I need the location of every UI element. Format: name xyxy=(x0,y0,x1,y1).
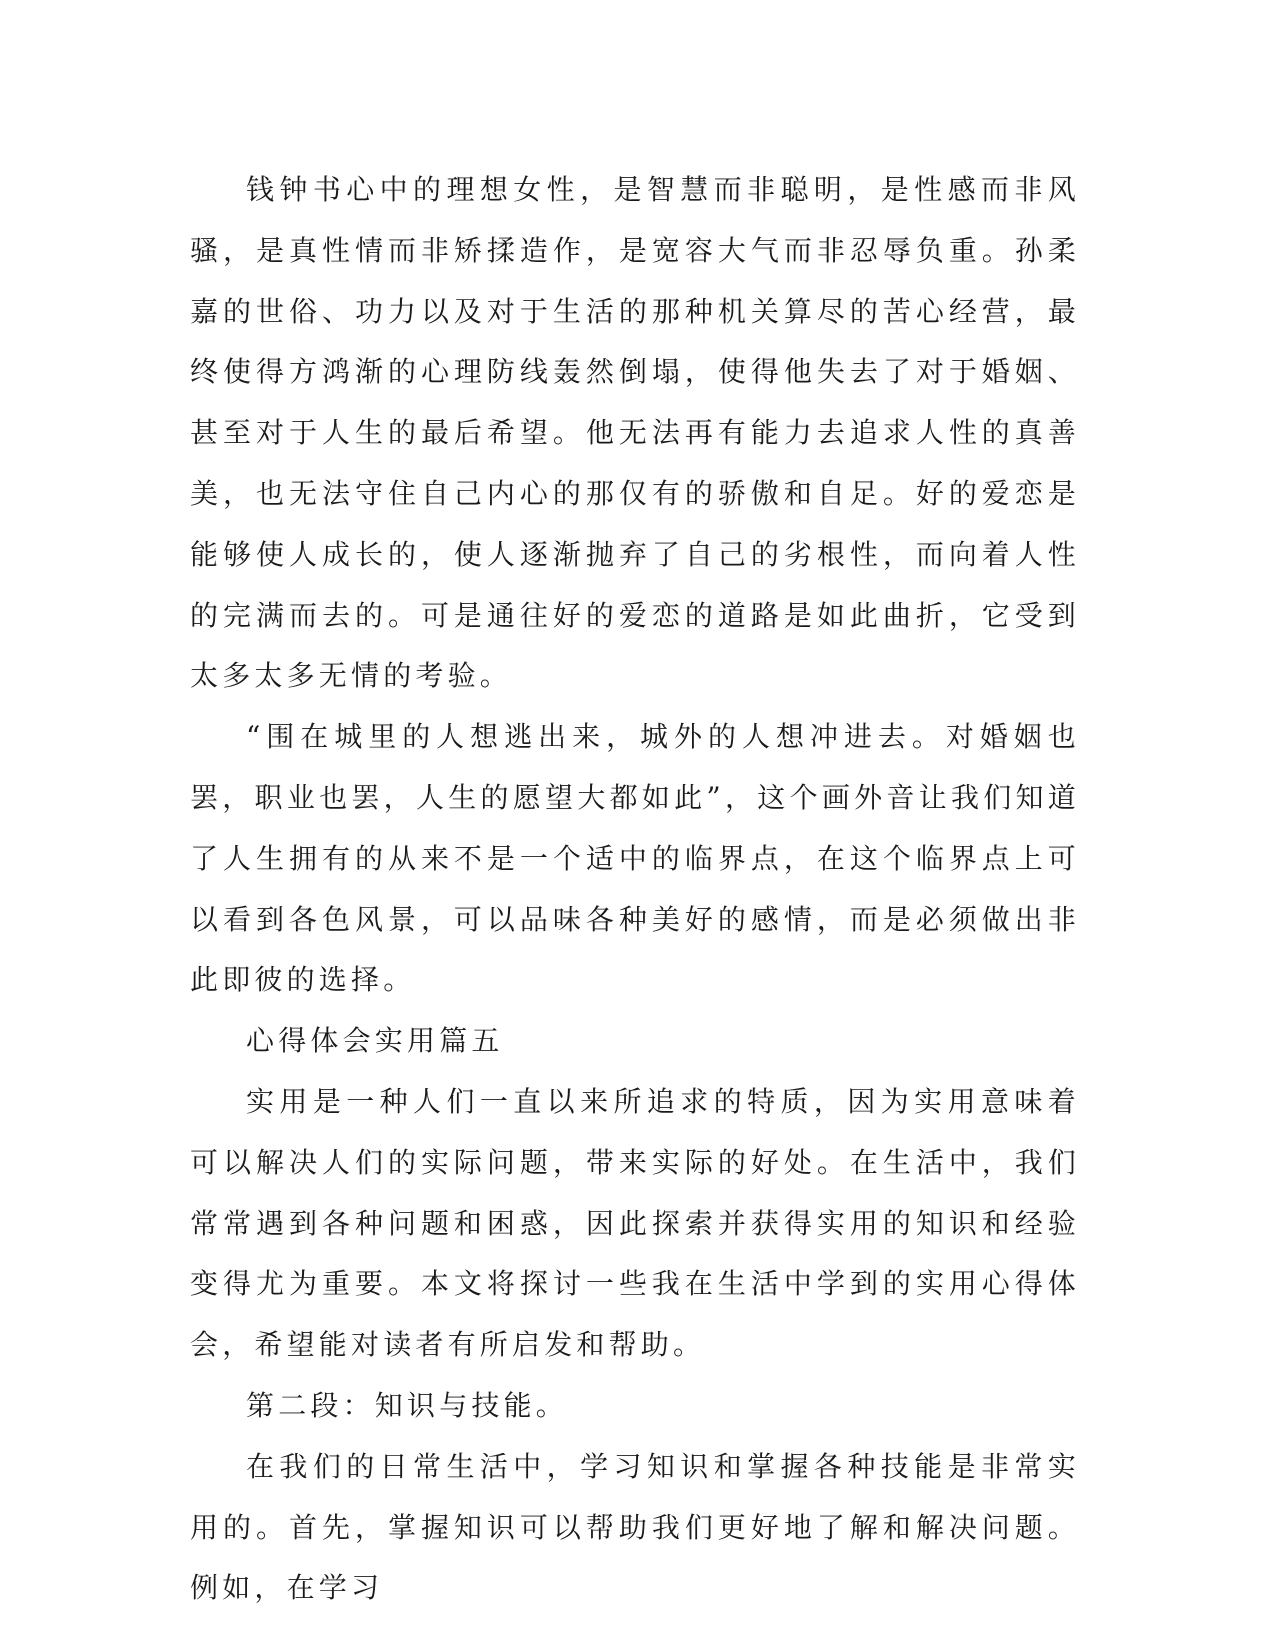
paragraph-qian-zhongshu-ideal-woman: 钱钟书心中的理想女性，是智慧而非聪明，是性感而非风骚，是真性情而非矫揉造作，是宽容大气而非忍辱负重。孙柔嘉的世俗、功力以及对于生活的那种机关算尽的苦心经营，最终使得方鸿渐的心理防线轰然倒塌，使得他失去了对于婚姻、甚至对于人生的最后希望。他无法再有能力去追求人性的真善美，也无法守住自己内心的那仅有的骄傲和自足。好的爱恋是能够使人成长的，使人逐渐抛弃了自己的劣根性，而向着人性的完满而去的。可是通往好的爱恋的道路是如此曲折，它受到太多太多无情的考验。 xyxy=(190,173,1080,693)
paragraph-practicality-intro: 实用是一种人们一直以来所追求的特质，因为实用意味着可以解决人们的实际问题，带来实际的好处。在生活中，我们常常遇到各种问题和困惑，因此探索并获得实用的知识和经验变得尤为重要。本文将探讨一些我在生活中学到的实用心得体会，希望能对读者有所启发和帮助。 xyxy=(190,1084,1080,1362)
section-subheading: 第二段：知识与技能。 xyxy=(246,1388,569,1422)
section-heading: 心得体会实用篇五 xyxy=(246,1024,504,1058)
paragraph-fortress-besieged-quote: “围在城里的人想逃出来，城外的人想冲进去。对婚姻也罢，职业也罢，人生的愿望大都如此”，这个画外音让我们知道了人生拥有的从来不是一个适中的临界点，在这个临界点上可以看到各色风景，可以品味各种美好的感情，而是必须做出非此即彼的选择。 xyxy=(190,720,1080,997)
document-body xyxy=(190,160,1080,1619)
paragraph-knowledge-and-skills: 在我们的日常生活中，学习知识和掌握各种技能是非常实用的。首先，掌握知识可以帮助我们更好地了解和解决问题。例如，在学习 xyxy=(190,1449,1080,1605)
